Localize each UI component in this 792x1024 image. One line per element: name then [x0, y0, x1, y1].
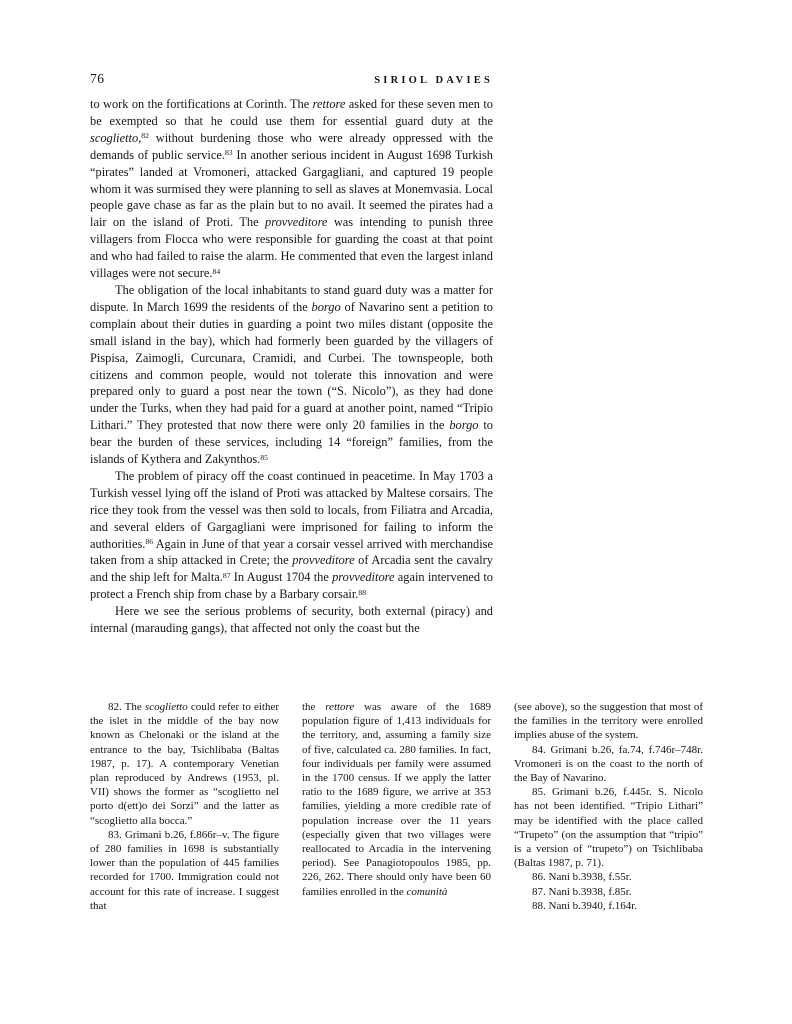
body-paragraph	[90, 603, 493, 637]
text-run: 84. Grimani b.26, fa.74, f.746r–748r. Vromoneri is on the coast to the north of the Bay of Navarino.	[514, 743, 703, 785]
italic-term: provveditore	[265, 215, 328, 230]
text-run: In August 1704 the	[230, 570, 333, 585]
body-paragraph	[90, 96, 493, 282]
footnote-ref: 85	[260, 452, 269, 462]
text-run: ,	[138, 130, 142, 145]
text-run: was intending to punish three villagers from Flocca who were responsible for guarding the coast at that point and who had failed to raise the alarm. He commented that even the largest inland villages were not secure.	[90, 215, 493, 281]
footnote-paragraph	[90, 700, 279, 828]
text-run: 86. Nani b.3938, f.55r.	[532, 871, 632, 884]
italic-term: scoglietto	[144, 701, 188, 713]
footnote-column-3	[514, 700, 703, 913]
italic-term: borgo	[311, 299, 341, 314]
italic-term: rettore	[312, 97, 346, 111]
text-run: 88. Nani b.3940, f.164r.	[532, 899, 638, 912]
text-run: the	[302, 701, 326, 713]
footnote-paragraph	[514, 700, 703, 743]
italic-term: comunità	[406, 885, 448, 898]
footnote-paragraph	[302, 700, 491, 899]
text-run: In another serious incident in August 1698 Turkish “pirates” landed at Vromoneri, attacked Gargagliani, and captured 19 people whom it was surmised they were planning to sell as slaves at Monemvasia. Local people gave chase as far as the plain but to no avail. It seemed the pirates had a lair on the island of Proti. The	[90, 147, 493, 230]
text-run: 82. The	[108, 701, 145, 713]
footnote-ref: 82	[141, 131, 149, 141]
text-run: was aware of the 1689 population figure of 1,413 individuals for the territory, and, assuming a family size of five, calculated ca. 280 families. In fact, four individuals per family were assumed in the 1700 census. If we apply the latter ratio to the 1689 figure, we arrive at 353 families, yielding a more credible rate of population increase over the 11 years (especially given that two villages were reallocated to Arcadia in the intervening period). See Panagiotopoulos 1985, pp. 226, 262. There should only have been 60 families enrolled in the	[302, 701, 491, 898]
text-run: (see above), so the suggestion that most of the families in the territory were enrolled implies abuse of the system.	[514, 701, 703, 742]
text-run: The problem of piracy off the coast continued in peacetime. In May 1703 a Turkish vessel lying off the island of Proti was attacked by Maltese corsairs. The rice they took from the vessel was then sold to locals, from Filiatra and Arcadia, and several elders of Gargagliani were imprisoned for failing to inform the authorities.	[90, 468, 493, 551]
footnote-column-2	[302, 700, 491, 913]
footnote-ref: 83	[224, 148, 233, 158]
text-run: again intervened to protect a French ship from chase by a Barbary corsair.	[90, 570, 493, 602]
text-run: could refer to either the islet in the middle of the bay now known as Chelonaki or the island at the entrance to the bay, Tsichlibaba (Baltas 1987, p. 17). A contemporary Venetian plan reproduced by Andrews (1953, pl. VII) shows the former as “scoglietto nel porto d(ett)o dei Sorzi” and the latter as “scoglietto alla bocca.”	[90, 701, 280, 827]
text-run: 85. Grimani b.26, f.445r. S. Nicolo has not been identified. “Tripio Lithari” may be identified with the place called “Trupeto” (on the assumption that “tripio” is a version of “trupeto”) on Tsichlibaba (Baltas 1987, p. 71).	[514, 786, 703, 870]
text-run: to bear the burden of these services, including 14 “foreign” families, from the islands of Kythera and Zakynthos.	[90, 418, 493, 467]
text-run: asked for these seven men to be exempted so that he could use them for essential guard duty at the	[90, 97, 493, 128]
text-run: Here we see the serious problems of security, both external (piracy) and internal (marauding gangs), that affected not only the coast but the	[90, 604, 493, 636]
text-run: Again in June of that year a corsair vessel arrived with merchandise taken from a ship attacked in Crete; the	[90, 536, 493, 568]
footnote-paragraph	[514, 870, 703, 884]
text-run: 83. Grimani b.26, f.866r–v. The figure of 280 families in 1698 is substantially lower than the population of 445 families recorded for 1700. Immigration could not account for this rate of increase. I suggest that	[90, 828, 279, 912]
footnote-ref: 87	[222, 570, 231, 580]
text-run: of Navarino sent a petition to complain about their duties in guarding a point two miles distant (opposite the small island in the bay), which had formerly been guarded by the villagers of Pispisa, Zaimogli, Curcunara, Cramidi, and Curbei. The townspeople, both citizens and common people, would not tolerate this innovation and were prepared only to guard a post near the town (“S. Nicolo”), as they had done under the Turks, when they had paid for a guard at another point, named “Tripio Lithari.” They protested that now there were only 20 families in the	[90, 299, 493, 433]
italic-term: scoglietto	[90, 130, 139, 145]
running-head-author: SIRIOL DAVIES	[374, 75, 493, 86]
italic-term: provveditore	[292, 553, 355, 568]
running-header	[90, 71, 493, 87]
text-run: The obligation of the local inhabitants to stand guard duty was a matter for dispute. In March 1699 the residents of the	[90, 282, 493, 314]
footnotes-section	[90, 700, 703, 913]
text-run: of Arcadia sent the cavalry and the ship left for Malta.	[90, 553, 493, 585]
footnote-paragraph	[514, 743, 703, 786]
footnote-ref: 86	[145, 537, 154, 547]
footnote-column-1	[90, 700, 279, 913]
footnote-ref: 88	[358, 587, 367, 597]
footnote-paragraph	[514, 885, 703, 899]
footnote-paragraph	[514, 785, 703, 870]
italic-term: provveditore	[332, 570, 395, 585]
page-number: 76	[90, 71, 105, 86]
italic-term: rettore	[325, 701, 355, 713]
italic-term: borgo	[449, 418, 479, 433]
footnote-ref: 84	[212, 266, 221, 276]
body-paragraph	[90, 282, 493, 468]
body-paragraph	[90, 468, 493, 603]
text-run: 87. Nani b.3938, f.85r.	[532, 885, 632, 898]
main-text	[90, 96, 493, 637]
text-run: to work on the fortifications at Corinth. The	[90, 97, 313, 111]
footnote-paragraph	[90, 828, 279, 913]
footnote-paragraph	[514, 899, 703, 913]
text-run: without burdening those who were already oppressed with the demands of public service.	[90, 130, 493, 162]
